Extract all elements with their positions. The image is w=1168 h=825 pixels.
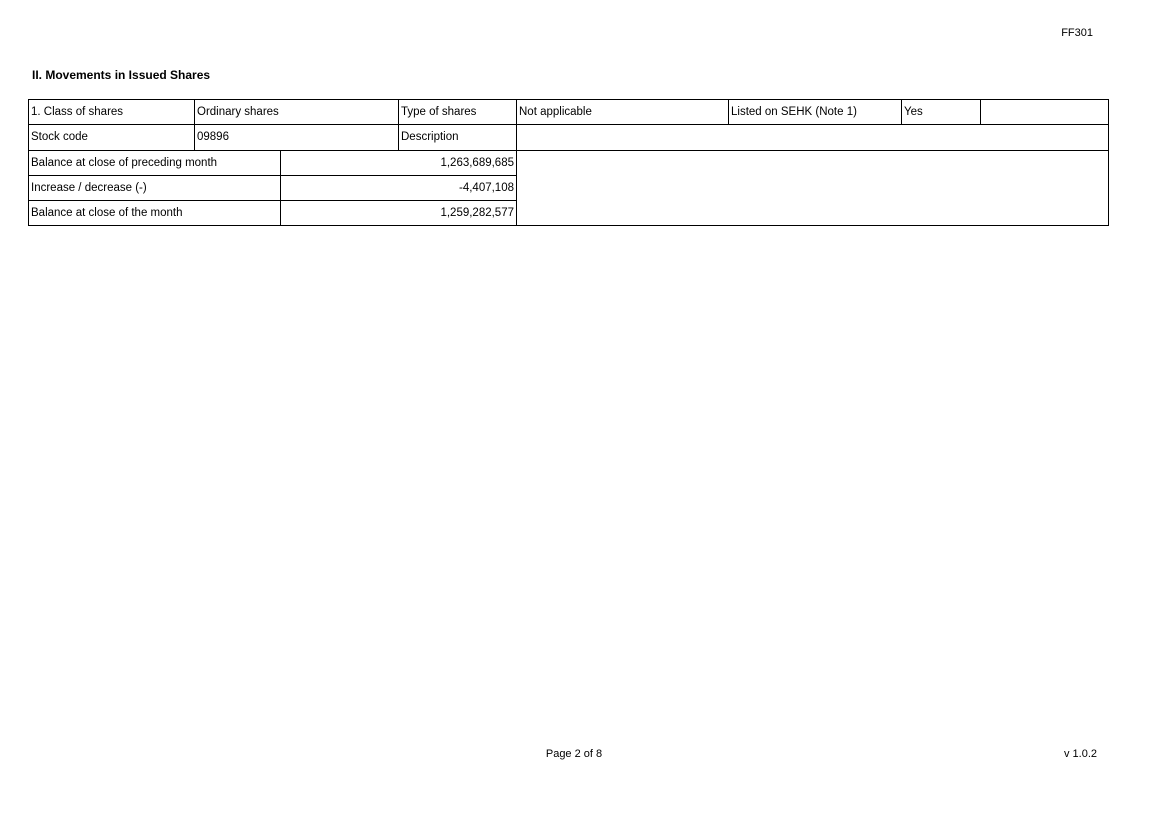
page-number: Page 2 of 8	[545, 748, 603, 760]
preceding-balance-label: Balance at close of preceding month	[31, 157, 218, 169]
form-code: FF301	[1061, 27, 1093, 39]
increase-decrease-value: -4,407,108	[459, 182, 514, 194]
type-of-shares-value: Not applicable	[519, 106, 592, 118]
closing-balance-value: 1,259,282,577	[440, 207, 514, 219]
description-label: Description	[401, 131, 459, 143]
closing-balance-label: Balance at close of the month	[31, 207, 183, 219]
section-title: II. Movements in Issued Shares	[32, 68, 211, 82]
increase-decrease-label: Increase / decrease (-)	[31, 182, 147, 194]
listed-extra-cell	[981, 100, 1108, 124]
class-of-shares-label: 1. Class of shares	[31, 106, 124, 118]
description-value	[517, 125, 1108, 150]
type-of-shares-label: Type of shares	[401, 106, 477, 118]
listed-on-sehk-label: Listed on SEHK (Note 1)	[731, 106, 857, 118]
listed-on-sehk-value: Yes	[904, 106, 923, 118]
class-of-shares-value: Ordinary shares	[197, 106, 279, 118]
stock-code-label: Stock code	[31, 131, 88, 143]
preceding-balance-value: 1,263,689,685	[440, 157, 514, 169]
stock-code-value: 09896	[197, 131, 229, 143]
version-label: v 1.0.2	[1063, 748, 1097, 760]
issued-shares-table	[28, 99, 1109, 226]
